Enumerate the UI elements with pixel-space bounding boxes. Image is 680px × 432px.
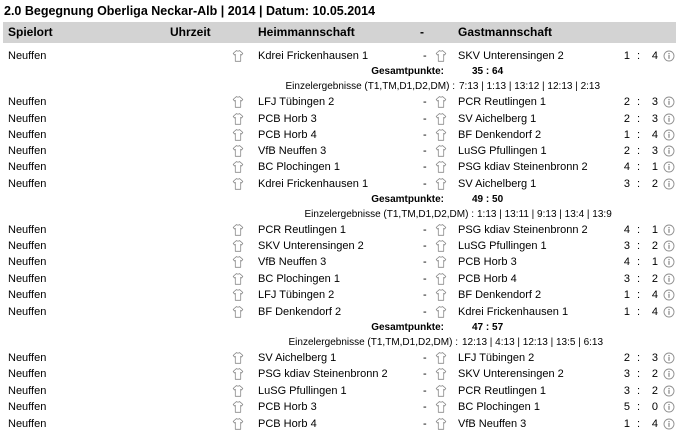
match-row	[3, 48, 676, 64]
shirt-icon[interactable]	[232, 271, 244, 287]
total-points-label: Gesamtpunkte:	[371, 66, 444, 77]
match-venue: Neuffen	[8, 306, 47, 318]
match-venue: Neuffen	[8, 418, 47, 430]
total-points-value: 47 : 57	[472, 322, 504, 333]
away-score: 0	[651, 401, 658, 413]
total-points-label: Gesamtpunkte:	[371, 322, 444, 333]
info-icon[interactable]	[663, 176, 675, 192]
total-points-row	[0, 65, 680, 78]
score-separator: :	[637, 256, 641, 268]
away-team-name: PSG kdiav Steinenbronn 2	[458, 161, 588, 173]
individual-results-row	[0, 336, 680, 349]
match-dash: -	[423, 368, 427, 380]
match-dash: -	[423, 178, 427, 190]
table-header	[3, 22, 676, 43]
match-row	[3, 254, 676, 270]
away-team-name: PCR Reutlingen 1	[458, 385, 547, 397]
home-score: 2	[623, 352, 630, 364]
away-team-name: PSG kdiav Steinenbronn 2	[458, 224, 588, 236]
info-icon[interactable]	[663, 238, 675, 254]
match-dash: -	[423, 256, 427, 268]
match-venue: Neuffen	[8, 145, 47, 157]
info-icon[interactable]	[663, 48, 675, 64]
away-score: 4	[651, 306, 658, 318]
away-team-name: Kdrei Frickenhausen 1	[458, 306, 569, 318]
home-score: 4	[623, 161, 630, 173]
info-icon[interactable]	[663, 383, 675, 399]
home-score: 3	[623, 368, 630, 380]
score-separator: :	[637, 161, 641, 173]
shirt-icon[interactable]	[435, 254, 447, 270]
shirt-icon[interactable]	[435, 399, 447, 415]
away-team-name: SKV Unterensingen 2	[458, 50, 564, 62]
total-points-row	[0, 321, 680, 334]
info-icon[interactable]	[663, 127, 675, 143]
score-separator: :	[637, 50, 641, 62]
match-venue: Neuffen	[8, 96, 47, 108]
shirt-icon[interactable]	[232, 304, 244, 320]
match-dash: -	[423, 385, 427, 397]
home-team-name: BF Denkendorf 2	[258, 306, 342, 318]
shirt-icon[interactable]	[232, 222, 244, 238]
away-team-name: LuSG Pfullingen 1	[458, 240, 547, 252]
score-separator: :	[637, 145, 641, 157]
away-team-name: BF Denkendorf 2	[458, 129, 542, 141]
match-venue: Neuffen	[8, 289, 47, 301]
match-row	[3, 287, 676, 303]
score-separator: :	[637, 224, 641, 236]
info-icon[interactable]	[663, 94, 675, 110]
away-team-name: PCB Horb 3	[458, 256, 517, 268]
match-row	[3, 238, 676, 254]
match-row	[3, 383, 676, 399]
info-icon[interactable]	[663, 111, 675, 127]
match-venue: Neuffen	[8, 401, 47, 413]
match-dash: -	[423, 273, 427, 285]
info-icon[interactable]	[663, 287, 675, 303]
match-dash: -	[423, 161, 427, 173]
match-dash: -	[423, 113, 427, 125]
match-dash: -	[423, 129, 427, 141]
total-points-label: Gesamtpunkte:	[371, 194, 444, 205]
home-score: 4	[623, 256, 630, 268]
match-venue: Neuffen	[8, 385, 47, 397]
info-icon[interactable]	[663, 143, 675, 159]
match-dash: -	[423, 96, 427, 108]
home-team-name: PCB Horb 3	[258, 113, 317, 125]
away-team-name: LuSG Pfullingen 1	[458, 145, 547, 157]
shirt-icon[interactable]	[435, 222, 447, 238]
home-team-name: VfB Neuffen 3	[258, 256, 327, 268]
shirt-icon[interactable]	[435, 159, 447, 175]
home-score: 4	[623, 224, 630, 236]
shirt-icon[interactable]	[435, 304, 447, 320]
away-score: 1	[651, 256, 658, 268]
match-dash: -	[423, 352, 427, 364]
match-venue: Neuffen	[8, 224, 47, 236]
info-icon[interactable]	[663, 399, 675, 415]
home-score: 3	[623, 273, 630, 285]
home-score: 2	[623, 145, 630, 157]
home-score: 1	[623, 306, 630, 318]
home-team-name: LuSG Pfullingen 1	[258, 385, 347, 397]
shirt-icon[interactable]	[232, 350, 244, 366]
shirt-icon[interactable]	[435, 238, 447, 254]
home-score: 3	[623, 385, 630, 397]
shirt-icon[interactable]	[232, 176, 244, 192]
home-team-name: PCB Horb 4	[258, 418, 317, 430]
away-score: 2	[651, 273, 658, 285]
match-venue: Neuffen	[8, 161, 47, 173]
home-score: 1	[623, 50, 630, 62]
away-score: 4	[651, 418, 658, 430]
match-venue: Neuffen	[8, 178, 47, 190]
match-row	[3, 127, 676, 143]
home-team-name: VfB Neuffen 3	[258, 145, 327, 157]
score-separator: :	[637, 113, 641, 125]
home-score: 3	[623, 240, 630, 252]
individual-results-label: Einzelergebnisse (T1,TM,D1,D2,DM) :	[288, 337, 458, 348]
away-score: 4	[651, 50, 658, 62]
info-icon[interactable]	[663, 271, 675, 287]
match-row	[3, 222, 676, 238]
info-icon[interactable]	[663, 366, 675, 382]
away-score: 2	[651, 368, 658, 380]
score-separator: :	[637, 352, 641, 364]
score-separator: :	[637, 368, 641, 380]
individual-results-label: Einzelergebnisse (T1,TM,D1,D2,DM) :	[285, 81, 455, 92]
match-venue: Neuffen	[8, 256, 47, 268]
shirt-icon[interactable]	[232, 143, 244, 159]
header-away-team: Gastmannschaft	[458, 25, 553, 39]
shirt-icon[interactable]	[435, 176, 447, 192]
match-dash: -	[423, 224, 427, 236]
shirt-icon[interactable]	[435, 366, 447, 382]
shirt-icon[interactable]	[232, 287, 244, 303]
individual-results-value: 7:13 | 1:13 | 13:12 | 12:13 | 2:13	[459, 81, 601, 92]
shirt-icon[interactable]	[232, 383, 244, 399]
shirt-icon[interactable]	[435, 48, 447, 64]
shirt-icon[interactable]	[232, 416, 244, 432]
away-team-name: PCR Reutlingen 1	[458, 96, 547, 108]
home-team-name: PCR Reutlingen 1	[258, 224, 347, 236]
match-row	[3, 143, 676, 159]
match-row	[3, 416, 676, 432]
home-score: 5	[623, 401, 630, 413]
home-score: 3	[623, 178, 630, 190]
shirt-icon[interactable]	[435, 287, 447, 303]
home-team-name: LFJ Tübingen 2	[258, 289, 335, 301]
away-team-name: BC Plochingen 1	[458, 401, 540, 413]
match-dash: -	[423, 306, 427, 318]
match-dash: -	[423, 289, 427, 301]
score-separator: :	[637, 306, 641, 318]
home-score: 1	[623, 129, 630, 141]
away-team-name: PCB Horb 4	[458, 273, 517, 285]
info-icon[interactable]	[663, 254, 675, 270]
match-dash: -	[423, 418, 427, 430]
home-team-name: Kdrei Frickenhausen 1	[258, 178, 369, 190]
away-team-name: BF Denkendorf 2	[458, 289, 542, 301]
header-dash: -	[420, 25, 424, 39]
shirt-icon[interactable]	[435, 271, 447, 287]
score-separator: :	[637, 129, 641, 141]
home-team-name: LFJ Tübingen 2	[258, 96, 335, 108]
home-team-name: SV Aichelberg 1	[258, 352, 337, 364]
score-separator: :	[637, 401, 641, 413]
info-icon[interactable]	[663, 350, 675, 366]
match-dash: -	[423, 145, 427, 157]
home-score: 2	[623, 113, 630, 125]
away-team-name: VfB Neuffen 3	[458, 418, 527, 430]
shirt-icon[interactable]	[435, 127, 447, 143]
shirt-icon[interactable]	[232, 399, 244, 415]
home-team-name: PCB Horb 3	[258, 401, 317, 413]
match-venue: Neuffen	[8, 352, 47, 364]
match-dash: -	[423, 401, 427, 413]
home-score: 1	[623, 289, 630, 301]
shirt-icon[interactable]	[232, 366, 244, 382]
match-venue: Neuffen	[8, 273, 47, 285]
away-score: 1	[651, 224, 658, 236]
page-title: 2.0 Begegnung Oberliga Neckar-Alb | 2014 | Datum: 10.05.2014	[4, 4, 376, 18]
shirt-icon[interactable]	[232, 127, 244, 143]
home-team-name: PCB Horb 4	[258, 129, 317, 141]
match-row	[3, 304, 676, 320]
home-score: 1	[623, 418, 630, 430]
match-row	[3, 366, 676, 382]
score-separator: :	[637, 289, 641, 301]
match-venue: Neuffen	[8, 113, 47, 125]
away-score: 4	[651, 289, 658, 301]
score-separator: :	[637, 273, 641, 285]
away-score: 3	[651, 96, 658, 108]
home-team-name: BC Plochingen 1	[258, 161, 340, 173]
match-venue: Neuffen	[8, 240, 47, 252]
info-icon[interactable]	[663, 304, 675, 320]
away-score: 2	[651, 240, 658, 252]
shirt-icon[interactable]	[232, 111, 244, 127]
shirt-icon[interactable]	[232, 238, 244, 254]
match-row	[3, 111, 676, 127]
shirt-icon[interactable]	[435, 143, 447, 159]
header-venue: Spielort	[8, 25, 53, 39]
info-icon[interactable]	[663, 159, 675, 175]
match-row	[3, 94, 676, 110]
header-home-team: Heimmannschaft	[258, 25, 355, 39]
score-separator: :	[637, 178, 641, 190]
match-venue: Neuffen	[8, 368, 47, 380]
individual-results-row	[0, 208, 680, 221]
away-score: 3	[651, 352, 658, 364]
shirt-icon[interactable]	[232, 254, 244, 270]
home-score: 2	[623, 96, 630, 108]
away-score: 2	[651, 385, 658, 397]
away-team-name: SV Aichelberg 1	[458, 113, 537, 125]
score-separator: :	[637, 418, 641, 430]
match-row	[3, 399, 676, 415]
shirt-icon[interactable]	[435, 383, 447, 399]
score-separator: :	[637, 385, 641, 397]
shirt-icon[interactable]	[232, 159, 244, 175]
shirt-icon[interactable]	[232, 48, 244, 64]
total-points-value: 35 : 64	[472, 66, 504, 77]
match-venue: Neuffen	[8, 50, 47, 62]
home-team-name: BC Plochingen 1	[258, 273, 340, 285]
match-venue: Neuffen	[8, 129, 47, 141]
away-team-name: SV Aichelberg 1	[458, 178, 537, 190]
individual-results-row	[0, 80, 680, 93]
header-time: Uhrzeit	[170, 25, 211, 39]
home-team-name: Kdrei Frickenhausen 1	[258, 50, 369, 62]
score-separator: :	[637, 96, 641, 108]
away-team-name: SKV Unterensingen 2	[458, 368, 564, 380]
away-score: 4	[651, 129, 658, 141]
total-points-row	[0, 193, 680, 206]
away-team-name: LFJ Tübingen 2	[458, 352, 535, 364]
match-row	[3, 271, 676, 287]
info-icon[interactable]	[663, 416, 675, 432]
away-score: 2	[651, 178, 658, 190]
individual-results-value: 12:13 | 4:13 | 12:13 | 13:5 | 6:13	[462, 337, 604, 348]
shirt-icon[interactable]	[232, 94, 244, 110]
home-team-name: SKV Unterensingen 2	[258, 240, 364, 252]
shirt-icon[interactable]	[435, 350, 447, 366]
match-dash: -	[423, 50, 427, 62]
shirt-icon[interactable]	[435, 111, 447, 127]
shirt-icon[interactable]	[435, 416, 447, 432]
info-icon[interactable]	[663, 222, 675, 238]
total-points-value: 49 : 50	[472, 194, 504, 205]
away-score: 3	[651, 113, 658, 125]
away-score: 1	[651, 161, 658, 173]
home-team-name: PSG kdiav Steinenbronn 2	[258, 368, 388, 380]
match-row	[3, 350, 676, 366]
away-score: 3	[651, 145, 658, 157]
match-dash: -	[423, 240, 427, 252]
individual-results-value: 1:13 | 13:11 | 9:13 | 13:4 | 13:9	[477, 209, 612, 220]
shirt-icon[interactable]	[435, 94, 447, 110]
match-row	[3, 176, 676, 192]
individual-results-label: Einzelergebnisse (T1,TM,D1,D2,DM) :	[304, 209, 474, 220]
match-row	[3, 159, 676, 175]
score-separator: :	[637, 240, 641, 252]
